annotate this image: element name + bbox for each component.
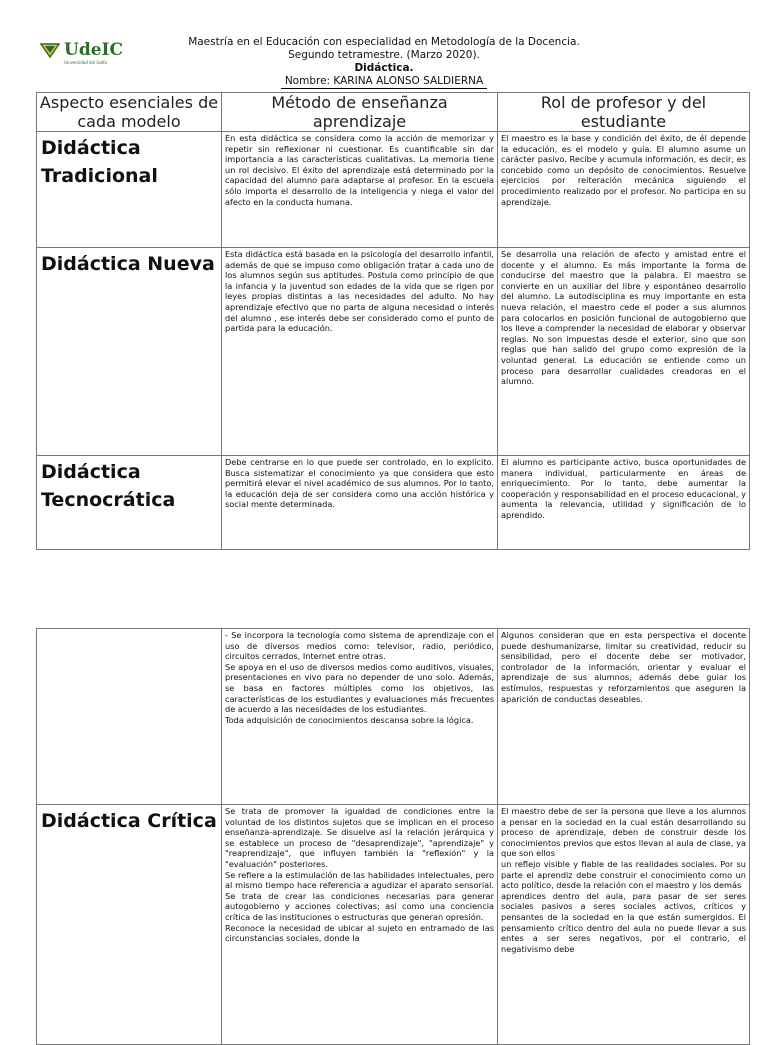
author-name: Nombre: KARINA ALONSO SALDIERNA	[281, 75, 487, 89]
row-role-tradicional: El maestro es la base y condición del éxito, de él depende la educación, es el modelo y guía. El alumno asume un carácter pasivo. Recibe y acumula información, es decir, es concebido como un depósito de conocimientos. Resuelve ejercicios por reiteración mecánica siguiendo el procedimiento realizado por el profesor. No participa en su aprendizaje.	[498, 132, 750, 248]
table-row	[37, 629, 750, 805]
row-aspect-critica: Didáctica Crítica	[37, 805, 222, 1045]
table-row	[37, 248, 750, 456]
table-header-row	[37, 93, 750, 132]
row-role-tecnocratica: El alumno es participante activo, busca oportunidades de manera individual, particularmente en áreas de enriquecimiento. Por lo tanto, debe aumentar la cooperación y responsabilidad en el proceso educacional, y aumenta la relevancia, utilidad y significación de lo aprendido.	[498, 456, 750, 550]
row-method-tecnocratica: Debe centrarse en lo que puede ser controlado, en lo explícito. Busca sistematizar el conocimiento ya que considera que esto permitirá elevar el nivel académico de sus alumnos. Por lo tanto, la educación deja de ser considera como una acción histórica y social mente determinada.	[222, 456, 498, 550]
paragraph: - Se incorpora la tecnología como sistema de aprendizaje con el uso de diversos medios como: televisor, radio, periódico, circuitos cerrados, Internet entre otras.	[225, 630, 494, 662]
table-row	[37, 132, 750, 248]
row-aspect-tradicional: Didáctica Tradicional	[37, 132, 222, 248]
paragraph: aprendices dentro del aula, para pasar de ser seres sociales pasivos a seres sociales activos, críticos y pensantes de la sociedad en la que están sumergidos. El pensamiento crítico dentro del aula no puede llevar a sus entes a ser seres negativos, por el contrario, el negativismo debe	[501, 890, 746, 954]
row-method-critica	[222, 805, 498, 1045]
row-aspect-nueva: Didáctica Nueva	[37, 248, 222, 456]
paragraph: Toda adquisición de conocimientos descansa sobre la lógica.	[225, 714, 474, 725]
row-role-nueva: Se desarrolla una relación de afecto y amistad entre el docente y el alumno. Es más importante la forma de conducirse del maestro que la palabra. El maestro se convierte en un auxiliar del libre y espontáneo desarrollo del alumno. La autodisciplina es muy importante en esta nueva relación, el maestro cede el poder a sus alumnos para colocarlos en posición funcional de autogobierno que los lleve a comprender la necesidad de elaborar y observar reglas. No son impuestas desde el exterior, sino que son reglas que han salido del grupo como expresión de la voluntad general. La educación se entiende como un proceso para desarrollar cualidades creadoras en el alumno.	[498, 248, 750, 456]
term-line: Segundo tetramestre. (Marzo 2020).	[288, 49, 480, 61]
table-row	[37, 805, 750, 1045]
paragraph: Se refiere a la estimulación de las habilidades intelectuales, pero al mismo tiempo hace referencia a agudizar el aparato sensorial. Se trata de crear las condiciones necesarias para generar autogobierno y acciones colectivas; así como una conciencia crítica de las instituciones o estructuras que generan opresión.	[225, 869, 494, 922]
logo-wordmark: UdeIC	[64, 40, 124, 60]
row-role-critica	[498, 805, 750, 1045]
row-role-tecnocratica-continued	[498, 629, 750, 805]
didactics-comparison-table-continued	[36, 628, 750, 1045]
program-title: Maestría en el Educación con especialidad en Metodología de la Docencia.	[188, 36, 580, 48]
paragraph: Se apoya en el uso de diversos medios como auditivos, visuales, presentaciones en vivo para no depender de uno solo. Además, se basa en factores múltiples como los objetivos, las características de los estudiantes y evaluaciones más frecuentes de acuerdo a las necesidades de los estudiantes.	[225, 661, 494, 715]
column-header-role: Rol de profesor y del estudiante	[498, 93, 750, 132]
paragraph: Algunos consideran que en esta perspectiva el docente puede deshumanizarse, limitar su creatividad, reducir su sensibilidad, pero el docente debe ser motivador, controlador de la información, orientar y evaluar el aprendizaje de sus alumnos, además debe guiar los estímulos, respuestas y reforzamientos que aseguren la aparición de conductas deseables.	[501, 630, 746, 704]
paragraph: un reflejo visible y fiable de las realidades sociales. Por su parte el aprendiz debe construir el conocimiento como un acto político, desde la relación con el maestro y los demás	[501, 858, 746, 891]
row-method-tradicional: En esta didáctica se considera como la acción de memorizar y repetir sin reflexionar ni cuestionar. Es cuantificable sin dar importancia a las características cualitativas. La memoria tiene un rol decisivo. El éxito del aprendizaje está determinado por la capacidad del alumno para adaptarse al profesor. En la escuela sólo importa el desarrollo de la inteligencia y niega el valor del afecto en la conducta humana.	[222, 132, 498, 248]
column-header-method: Método de enseñanza aprendizaje	[222, 93, 498, 132]
column-header-aspect: Aspecto esenciales de cada modelo	[37, 93, 222, 132]
row-method-nueva: Esta didáctica está basada en la psicología del desarrollo infantil, además de que se impuso como obligación tratar a cada uno de los alumnos según sus aptitudes. Postula como principio de que la infancia y la juventud son edades de la vida que se rigen por leyes propias distintas a las necesidades del adulto. No hay aprendizaje efectivo que no parta de alguna necesidad o interés del alumno , ese interés debe ser considerado como el punto de partida para la educación.	[222, 248, 498, 456]
didactics-comparison-table	[36, 92, 750, 550]
row-aspect-tecnocratica: Didáctica Tecnocrática	[37, 456, 222, 550]
row-method-tecnocratica-continued	[222, 629, 498, 805]
logo-subtext: Universidad del Golfo	[64, 60, 107, 65]
paragraph: Reconoce la necesidad de ubicar al sujeto en entramado de las circunstancias sociales, donde la	[225, 922, 494, 944]
paragraph: Se trata de promover la igualdad de condiciones entre la voluntad de los distintos sujetos que se implican en el proceso enseñanza-aprendizaje. Se disuelve así la relación jerárquica y se establece un proceso de "desaprendizaje", "aprendizaje" y "reaprendizaje", que influyen también la "reflexión" y la "evaluación" posteriores.	[225, 806, 494, 869]
subject-title: Didáctica.	[354, 62, 414, 74]
paragraph: El maestro debe de ser la persona que lleve a los alumnos a pensar en la sociedad en la cual están desarrollando su proceso de aprendizaje, deben de construir desde los conocimientos previos que estos llevan al aula de clase, ya que son ellos	[501, 806, 746, 859]
row-aspect-continued	[37, 629, 222, 805]
document-header	[0, 36, 768, 89]
table-row	[37, 456, 750, 550]
